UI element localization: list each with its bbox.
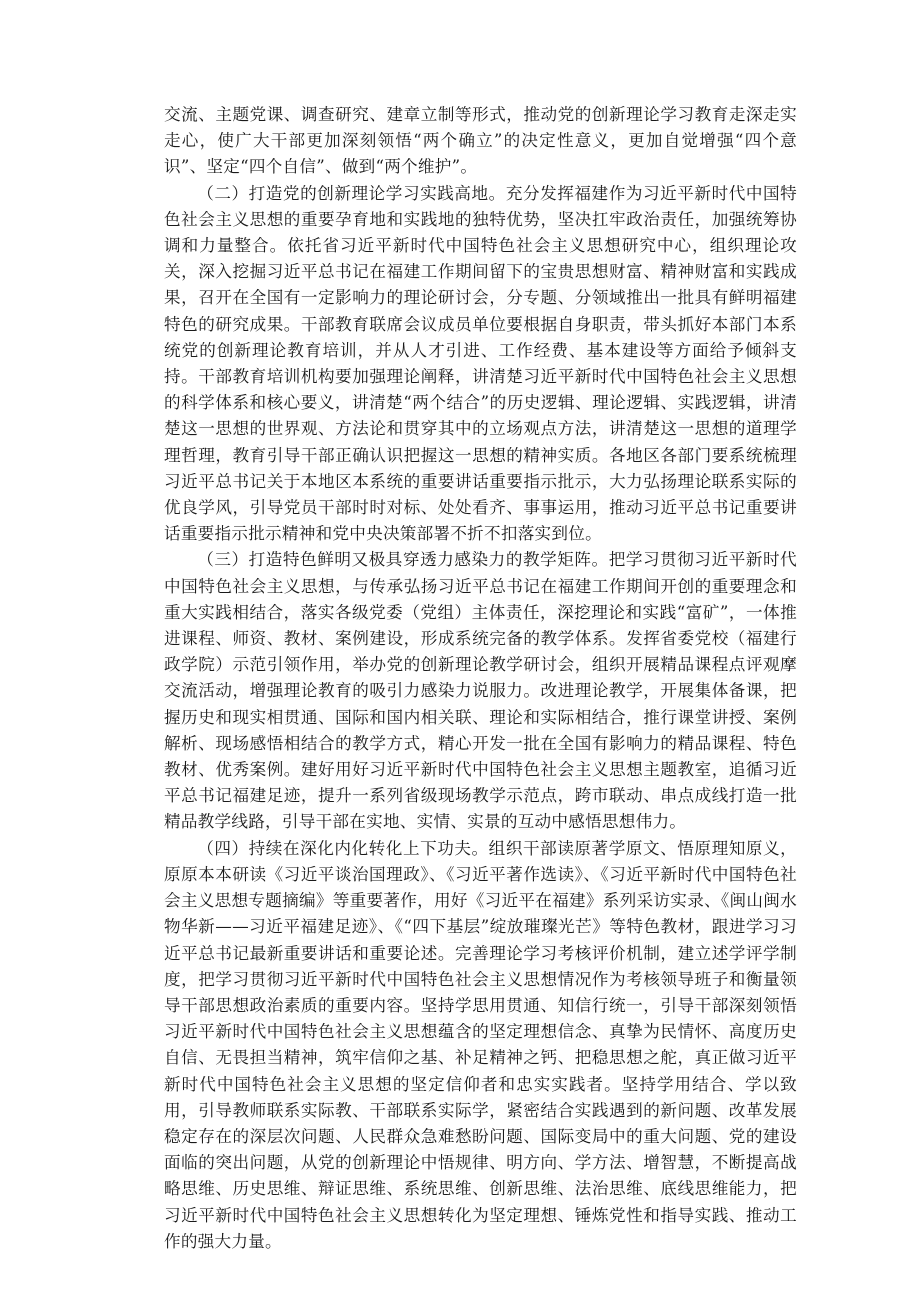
paragraph-section-3: （三）打造特色鲜明又极具穿透力感染力的教学矩阵。把学习贯彻习近平新时代中国特色社会主义思想，与传承弘扬习近平总书记在福建工作期间开创的重要理念和重大实践相结合，落实各级党委（党组）主体责任，深挖理论和实践“富矿”，一体推进课程、师资、教材、案例建设，形成系统完备的教学体系。发挥省委党校（福建行政学院）示范引领作用，举办党的创新理论教学研讨会，组织开展精品课程点评观摩交流活动，增强理论教育的吸引力感染力说服力。改进理论教学，开展集体备课，把握历史和现实相贯通、国际和国内相关联、理论和实际相结合，推行课堂讲授、案例解析、现场感悟相结合的教学方式，精心开发一批在全国有影响力的精品课程、特色教材、优秀案例。建好用好习近平新时代中国特色社会主义思想主题教室，追循习近平总书记福建足迹，提升一系列省级现场教学示范点，跨市联动、串点成线打造一批精品教学线路，引导干部在实地、实情、实景的互动中感悟思想伟力。 [164, 550, 797, 832]
paragraph-section-2: （二）打造党的创新理论学习实践高地。充分发挥福建作为习近平新时代中国特色社会主义思想的重要孕育地和实践地的独特优势，坚决扛牢政治责任，加强统筹协调和力量整合。依托省习近平新时代中国特色社会主义思想研究中心，组织理论攻关，深入挖掘习近平总书记在福建工作期间留下的宝贵思想财富、精神财富和实践成果，召开在全国有一定影响力的理论研讨会，分专题、分领域推出一批具有鲜明福建特色的研究成果。干部教育联席会议成员单位要根据自身职责，带头抓好本部门本系统党的创新理论教育培训，并从人才引进、工作经费、基本建设等方面给予倾斜支持。干部教育培训机构要加强理论阐释，讲清楚习近平新时代中国特色社会主义思想的科学体系和核心要义，讲清楚“两个结合”的历史逻辑、理论逻辑、实践逻辑，讲清楚这一思想的世界观、方法论和贯穿其中的立场观点方法，讲清楚这一思想的道理学理哲理，教育引导干部正确认识把握这一思想的精神实质。各地区各部门要系统梳理习近平总书记关于本地区本系统的重要讲话重要指示批示，大力弘扬理论联系实际的优良学风，引导党员干部时时对标、处处看齐、事事运用，推动习近平总书记重要讲话重要指示批示精神和党中央决策部署不折不扣落实到位。 [164, 183, 797, 544]
paragraph-section-4: （四）持续在深化内化转化上下功夫。组织干部读原著学原文、悟原理知原义，原原本本研读《习近平谈治国理政》、《习近平著作选读》、《习近平新时代中国特色社会主义思想专题摘编》等重要著作，用好《习近平在福建》系列采访实录、《闽山闽水物华新——习近平福建足迹》、《“四下基层”绽放璀璨光芒》等特色教材，跟进学习习近平总书记最新重要讲话和重要论述。完善理论学习考核评价机制，建立述学评学制度，把学习贯彻习近平新时代中国特色社会主义思想情况作为考核领导班子和衡量领导干部思想政治素质的重要内容。坚持学思用贯通、知信行统一，引导干部深刻领悟习近平新时代中国特色社会主义思想蕴含的坚定理想信念、真挚为民情怀、高度历史自信、无畏担当精神，筑牢信仰之基、补足精神之钙、把稳思想之舵，真正做习近平新时代中国特色社会主义思想的坚定信仰者和忠实实践者。坚持学用结合、学以致用，引导教师联系实际教、干部联系实际学，紧密结合实践遇到的新问题、改革发展稳定存在的深层次问题、人民群众急难愁盼问题、国际变局中的重大问题、党的建设面临的突出问题，从党的创新理论中悟规律、明方向、学方法、增智慧，不断提高战略思维、历史思维、辩证思维、系统思维、创新思维、法治思维、底线思维能力，把习近平新时代中国特色社会主义思想转化为坚定理想、锤炼党性和指导实践、推动工作的强大力量。 [164, 838, 797, 1251]
paragraph-continuation: 交流、主题党课、调查研究、建章立制等形式，推动党的创新理论学习教育走深走实走心，使广大干部更加深刻领悟“两个确立”的决定性意义，更加自觉增强“四个意识”、坚定“四个自信”、做到“两个维护”。 [164, 105, 797, 177]
document-body [164, 102, 797, 1255]
